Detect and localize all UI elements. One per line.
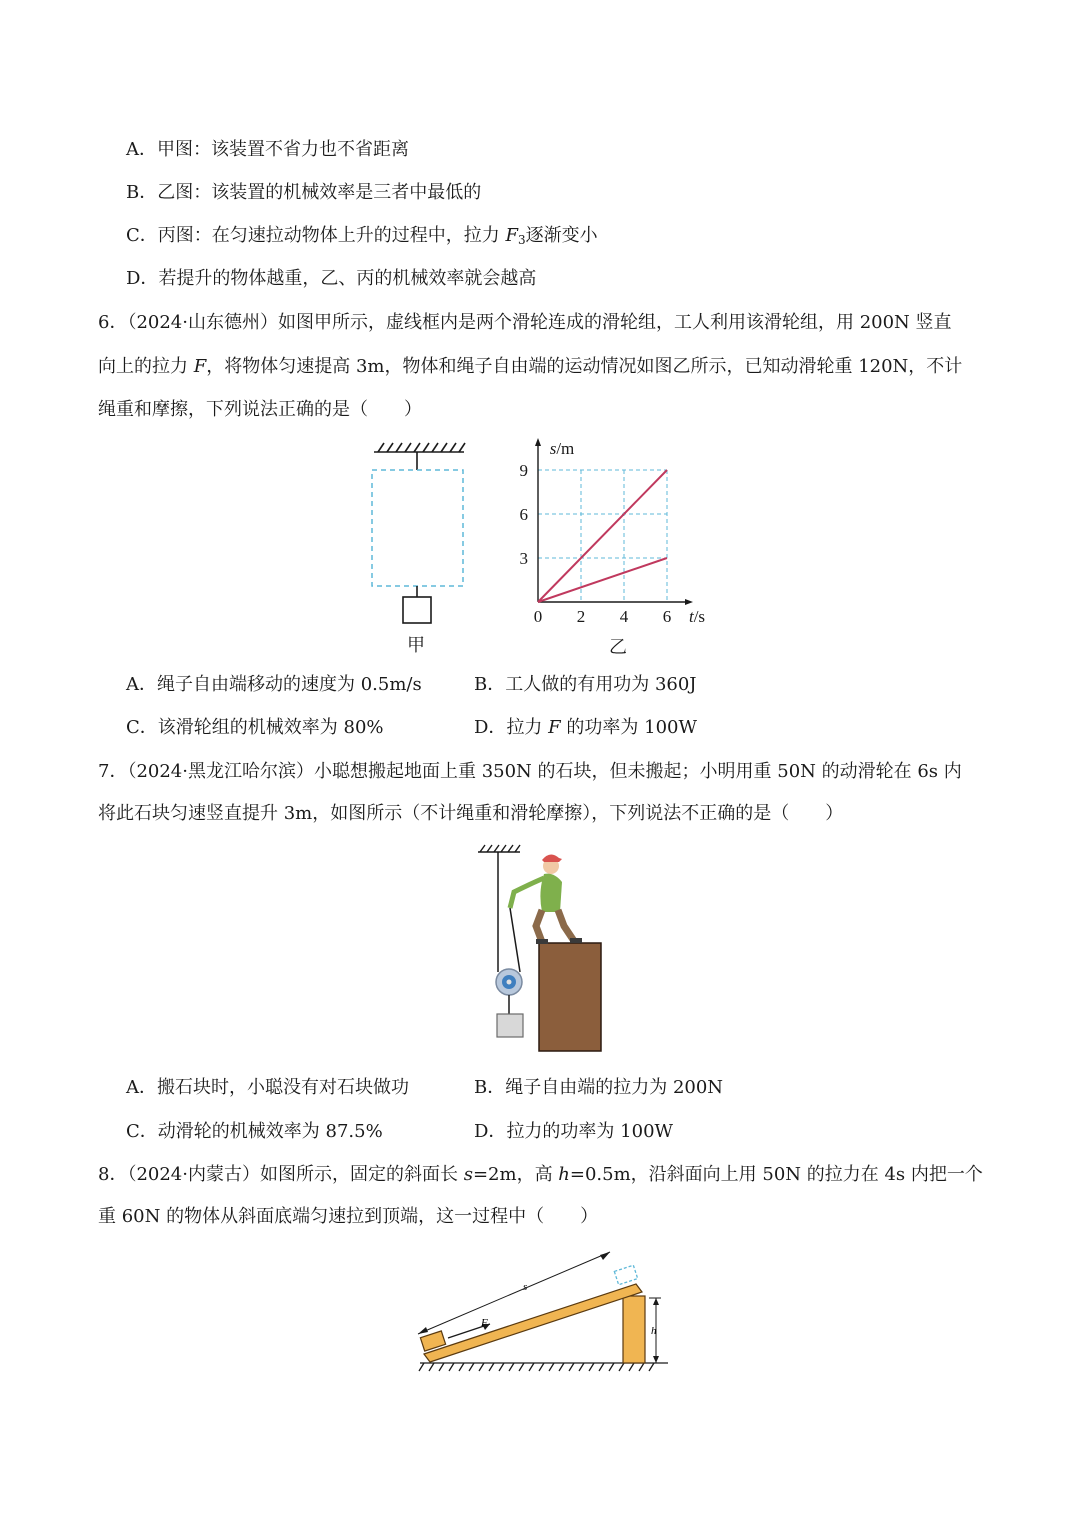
length-arrow: [418, 1252, 610, 1334]
option-letter: B．: [474, 1077, 506, 1098]
worker-figure: [510, 854, 582, 944]
question-text: 绳重和摩擦，下列说法正确的是（ ）: [98, 399, 422, 420]
series-line-object: [538, 558, 667, 602]
figure-q7-pulley-worker: [470, 842, 620, 1057]
figure-q8-incline: [410, 1246, 670, 1376]
x-tick-label: 0: [533, 607, 543, 626]
question-text: 将此石块匀速竖直提升 3m，如图所示（不计绳重和滑轮摩擦），下列说法不正确的是（ ）: [98, 803, 844, 824]
option-text: 拉力的功率为 100W: [506, 1121, 674, 1142]
ground-hatch: [419, 1363, 668, 1371]
q7-option-b: [474, 1076, 723, 1100]
x-tick-label: 4: [619, 607, 629, 626]
option-text: 的功率为 100W: [560, 717, 697, 738]
movable-pulley: [496, 969, 522, 995]
label-h: h: [651, 1325, 657, 1337]
q5-option-a: [126, 138, 409, 162]
y-tick-label: 9: [519, 461, 528, 480]
variable-f: F: [548, 717, 561, 738]
option-text: 动滑轮的机械效率为 87.5%: [157, 1121, 383, 1142]
length-arrowhead-end: [600, 1252, 610, 1260]
variable-s: s: [463, 1164, 473, 1185]
question-text: =2m，高: [472, 1164, 559, 1185]
label-f: F: [481, 1317, 488, 1329]
question-number: 7．: [98, 761, 128, 782]
q6-stem-line3: [98, 398, 422, 422]
question-source: （2024·内蒙古）: [127, 1164, 260, 1185]
question-number: 6．: [98, 312, 128, 333]
option-letter: C．: [126, 1121, 158, 1142]
q7-option-a: [126, 1076, 409, 1100]
question-text: 如图所示，固定的斜面长: [259, 1164, 464, 1185]
option-text: 若提升的物体越重，乙、丙的机械效率就会越高: [158, 268, 537, 289]
variable-f: F: [505, 225, 519, 246]
option-letter: B．: [474, 674, 506, 695]
q6-option-a: [126, 673, 422, 697]
height-arrowhead-top: [653, 1298, 659, 1305]
q7-stem-line2: [98, 802, 843, 826]
support-post: [623, 1296, 645, 1363]
option-text: 搬石块时，小聪没有对石块做功: [157, 1077, 409, 1098]
brown-platform: [539, 943, 601, 1051]
option-text: 工人做的有用功为 360J: [505, 674, 697, 695]
question-number: 8．: [98, 1164, 128, 1185]
option-text: 拉力: [506, 717, 549, 738]
question-source: （2024·黑龙江哈尔滨）: [127, 761, 314, 782]
q6-option-c: [126, 716, 384, 740]
ramp-board: [424, 1284, 642, 1362]
ceiling-hatch: [478, 845, 520, 852]
option-text: 绳子自由端的拉力为 200N: [505, 1077, 724, 1098]
option-text: 绳子自由端移动的速度为 0.5m/s: [157, 674, 422, 695]
option-letter: D．: [474, 1121, 507, 1142]
option-letter: D．: [126, 268, 159, 289]
height-arrowhead-bottom: [653, 1356, 659, 1363]
y-axis-arrowhead: [535, 438, 541, 446]
option-text: 乙图：该装置的机械效率是三者中最低的: [157, 182, 482, 203]
x-tick-label: 2: [576, 607, 586, 626]
option-letter: B．: [126, 182, 158, 203]
dashed-pulley-box: [372, 470, 463, 586]
option-letter: D．: [474, 717, 507, 738]
option-text: 该滑轮组的机械效率为 80%: [157, 717, 384, 738]
q5-option-b: [126, 181, 481, 205]
y-tick-label: 6: [519, 505, 528, 524]
variable-h: h: [558, 1164, 570, 1185]
label-s: s: [523, 1281, 528, 1293]
q7-option-c: [126, 1120, 383, 1144]
q6-stem-line2: [98, 355, 962, 379]
q6-option-b: [474, 673, 697, 697]
series-line-rope-free-end: [538, 470, 667, 602]
ceiling-hatch: [374, 443, 465, 452]
x-axis-label: t/s: [688, 607, 706, 626]
y-axis-label: s/m: [549, 439, 575, 458]
figure-yi-label: 乙: [609, 637, 627, 658]
y-tick-label: 3: [519, 549, 528, 568]
question-source: （2024·山东德州）: [127, 312, 278, 333]
x-axis-arrowhead: [685, 599, 693, 605]
question-text: 向上的拉力: [98, 356, 194, 377]
q8-stem-line2: [98, 1205, 598, 1229]
figure-jia: [360, 440, 490, 660]
length-arrowhead-start: [418, 1327, 428, 1334]
question-text: ，将物体匀速提高 3m，物体和绳子自由端的运动情况如图乙所示，已知动滑轮重 120N，不计: [206, 356, 963, 377]
q5-option-c: [126, 224, 598, 252]
question-text: 重 60N 的物体从斜面底端匀速拉到顶端，这一过程中（ ）: [98, 1206, 599, 1227]
q7-stem-line1: [98, 760, 962, 784]
option-text: 丙图：在匀速拉动物体上升的过程中，拉力: [157, 225, 506, 246]
stone-load: [497, 1014, 523, 1037]
option-letter: C．: [126, 717, 158, 738]
x-tick-label: 6: [662, 607, 672, 626]
option-letter: A．: [126, 674, 157, 695]
q7-option-d: [474, 1120, 673, 1144]
free-rope: [510, 908, 520, 972]
load-block: [403, 597, 431, 623]
figure-yi-chart: [510, 432, 710, 632]
q6-stem-line1: [98, 311, 952, 335]
question-text: =0.5m，沿斜面向上用 50N 的拉力在 4s 内把一个: [569, 1164, 983, 1185]
option-letter: C．: [126, 225, 158, 246]
variable-f: F: [193, 356, 207, 377]
q5-option-d: [126, 267, 536, 291]
question-text: 小聪想搬起地面上重 350N 的石块，但未搬起；小明用重 50N 的动滑轮在 6s 内: [313, 761, 962, 782]
q6-option-d: [474, 716, 697, 740]
block-top-dashed: [614, 1265, 637, 1284]
option-letter: A．: [126, 1077, 157, 1098]
option-letter: A．: [126, 139, 157, 160]
question-text: 如图甲所示，虚线框内是两个滑轮连成的滑轮组，工人利用该滑轮组，用 200N 竖直: [277, 312, 952, 333]
option-text: 甲图：该装置不省力也不省距离: [157, 139, 409, 160]
figure-jia-label: 甲: [407, 635, 425, 656]
q8-stem-line1: [98, 1163, 983, 1187]
subscript: 3: [518, 233, 526, 247]
option-text: 逐渐变小: [525, 225, 598, 246]
